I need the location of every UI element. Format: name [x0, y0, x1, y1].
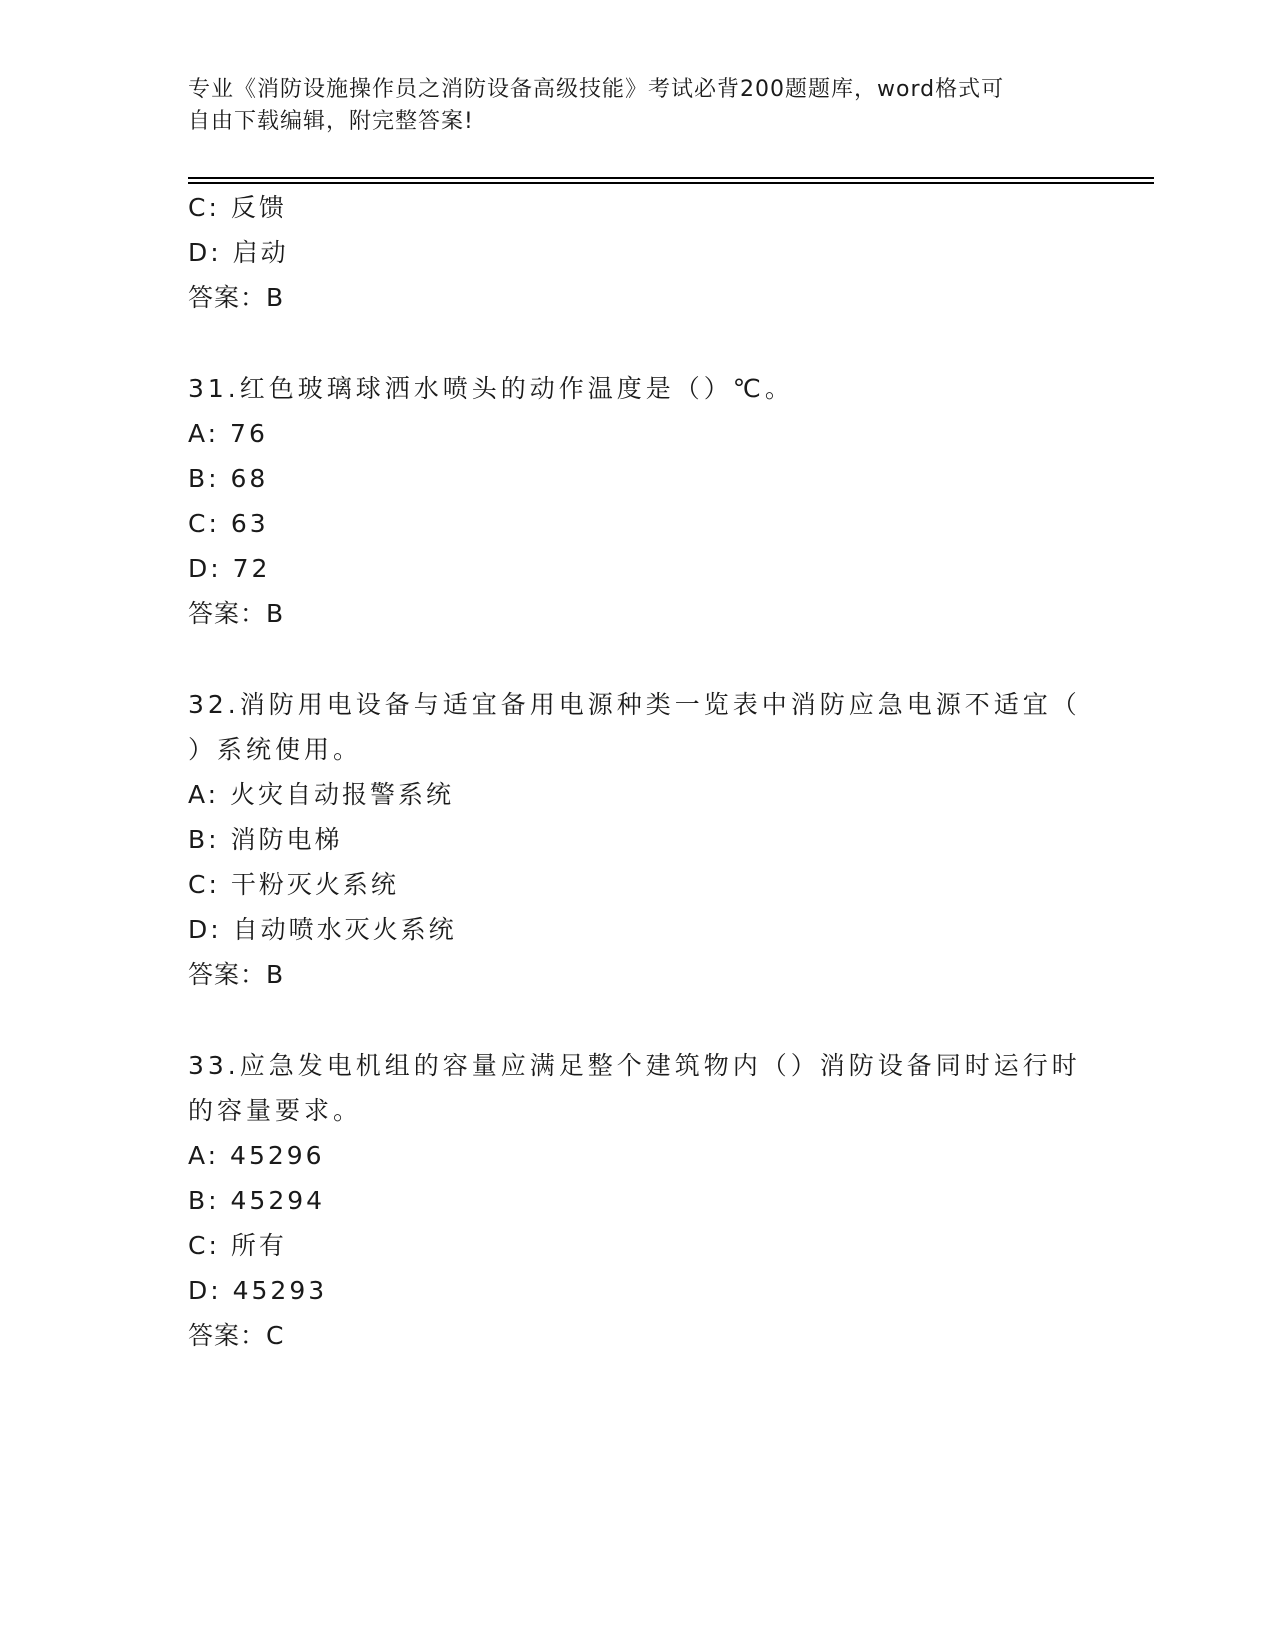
question-31-option-d: D: 72	[188, 554, 271, 583]
question-33-answer: 答案：C	[188, 1321, 285, 1350]
question-32-stem-line-1: 32.消防用电设备与适宜备用电源种类一览表中消防应急电源不适宜（	[188, 690, 1081, 719]
question-32-option-a: A: 火灾自动报警系统	[188, 780, 455, 809]
option-c: C: 反馈	[188, 193, 287, 222]
header-divider-top	[188, 177, 1154, 179]
question-33-stem-line-1: 33.应急发电机组的容量应满足整个建筑物内（）消防设备同时运行时	[188, 1051, 1081, 1080]
question-31-stem: 31.红色玻璃球洒水喷头的动作温度是（）℃。	[188, 374, 794, 403]
question-32-option-c: C: 干粉灭火系统	[188, 870, 399, 899]
question-31-option-c: C: 63	[188, 509, 269, 538]
question-31-option-b: B: 68	[188, 464, 269, 493]
question-33-stem-line-2: 的容量要求。	[188, 1096, 363, 1125]
header-title-line-2: 自由下载编辑，附完整答案!	[188, 109, 474, 134]
question-33-option-d: D: 45293	[188, 1276, 328, 1305]
answer-line: 答案：B	[188, 283, 285, 312]
question-33-option-c: C: 所有	[188, 1231, 287, 1260]
header-title-line-1: 专业《消防设施操作员之消防设备高级技能》考试必背200题题库，word格式可	[188, 77, 1005, 102]
question-33-option-b: B: 45294	[188, 1186, 326, 1215]
question-33-option-a: A: 45296	[188, 1141, 325, 1170]
header-divider-bottom	[188, 182, 1154, 184]
question-32-answer: 答案：B	[188, 960, 285, 989]
question-32-option-b: B: 消防电梯	[188, 825, 343, 854]
question-31-answer: 答案：B	[188, 599, 285, 628]
question-31-option-a: A: 76	[188, 419, 268, 448]
option-d: D: 启动	[188, 238, 289, 267]
question-32-stem-line-2: ）系统使用。	[188, 735, 363, 764]
page-header	[188, 74, 1088, 138]
question-32-option-d: D: 自动喷水灭火系统	[188, 915, 457, 944]
